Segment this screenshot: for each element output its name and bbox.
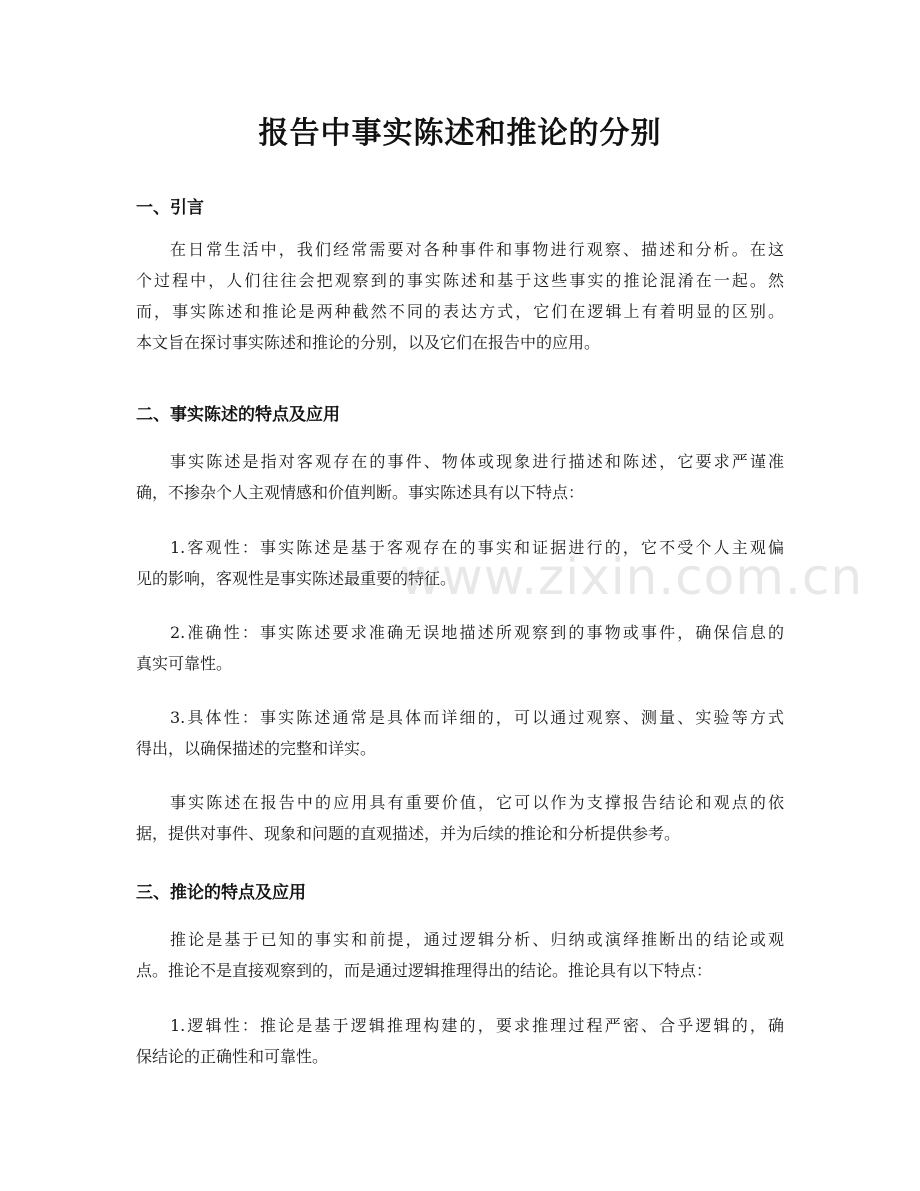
paragraph-line: 1.逻辑性：推论是基于逻辑推理构建的，要求推理过程严密、合乎逻辑的，确 [170,1016,784,1035]
paragraph-line: 据，提供对事件、现象和问题的直观描述，并为后续的推论和分析提供参考。 [136,824,681,843]
paragraph-fact-definition [136,446,784,508]
document-title: 报告中事实陈述和推论的分别 [258,116,662,151]
section-heading-inference: 三、推论的特点及应用 [136,883,306,903]
paragraph-line: 见的影响，客观性是事实陈述最重要的特征。 [136,569,457,588]
paragraph-line: 在日常生活中，我们经常需要对各种事件和事物进行观察、描述和分析。在这 [170,240,784,259]
paragraph-line: 推论是基于已知的事实和前提，通过逻辑分析、归纳或演绎推断出的结论或观 [170,930,784,949]
paragraph-line: 而，事实陈述和推论是两种截然不同的表达方式，它们在逻辑上有着明显的区别。 [136,302,784,321]
paragraph-line: 保结论的正确性和可靠性。 [136,1047,329,1066]
section-heading-introduction: 一、引言 [136,198,204,218]
paragraph-line: 得出，以确保描述的完整和详实。 [136,739,377,758]
paragraph-line: 1.客观性：事实陈述是基于客观存在的事实和证据进行的，它不受个人主观偏 [170,538,784,557]
paragraph-line: 点。推论不是直接观察到的，而是通过逻辑推理得出的结论。推论具有以下特点： [136,961,713,980]
paragraph-line: 确，不掺杂个人主观情感和价值判断。事实陈述具有以下特点： [136,483,585,502]
paragraph-line: 3.具体性：事实陈述通常是具体而详细的，可以通过观察、测量、实验等方式 [170,708,784,727]
paragraph-inference-definition [136,924,784,986]
section-heading-fact-statement: 二、事实陈述的特点及应用 [136,405,340,425]
paragraph-fact-application [136,787,784,849]
paragraph-fact-accuracy [136,617,784,679]
paragraph-line: 事实陈述是指对客观存在的事件、物体或现象进行描述和陈述，它要求严谨准 [170,452,784,471]
watermark: www.zixin.com.cn [400,548,864,606]
paragraph-introduction [136,234,784,358]
paragraph-line: 个过程中，人们往往会把观察到的事实陈述和基于这些事实的推论混淆在一起。然 [136,271,784,290]
paragraph-line: 事实陈述在报告中的应用具有重要价值，它可以作为支撑报告结论和观点的依 [170,793,784,812]
paragraph-line: 真实可靠性。 [136,654,233,673]
paragraph-fact-specificity [136,702,784,764]
paragraph-line: 2.准确性：事实陈述要求准确无误地描述所观察到的事物或事件，确保信息的 [170,623,784,642]
paragraph-line: 本文旨在探讨事实陈述和推论的分别，以及它们在报告中的应用。 [136,333,601,352]
paragraph-fact-objectivity [136,532,784,594]
paragraph-inference-logic [136,1010,784,1072]
